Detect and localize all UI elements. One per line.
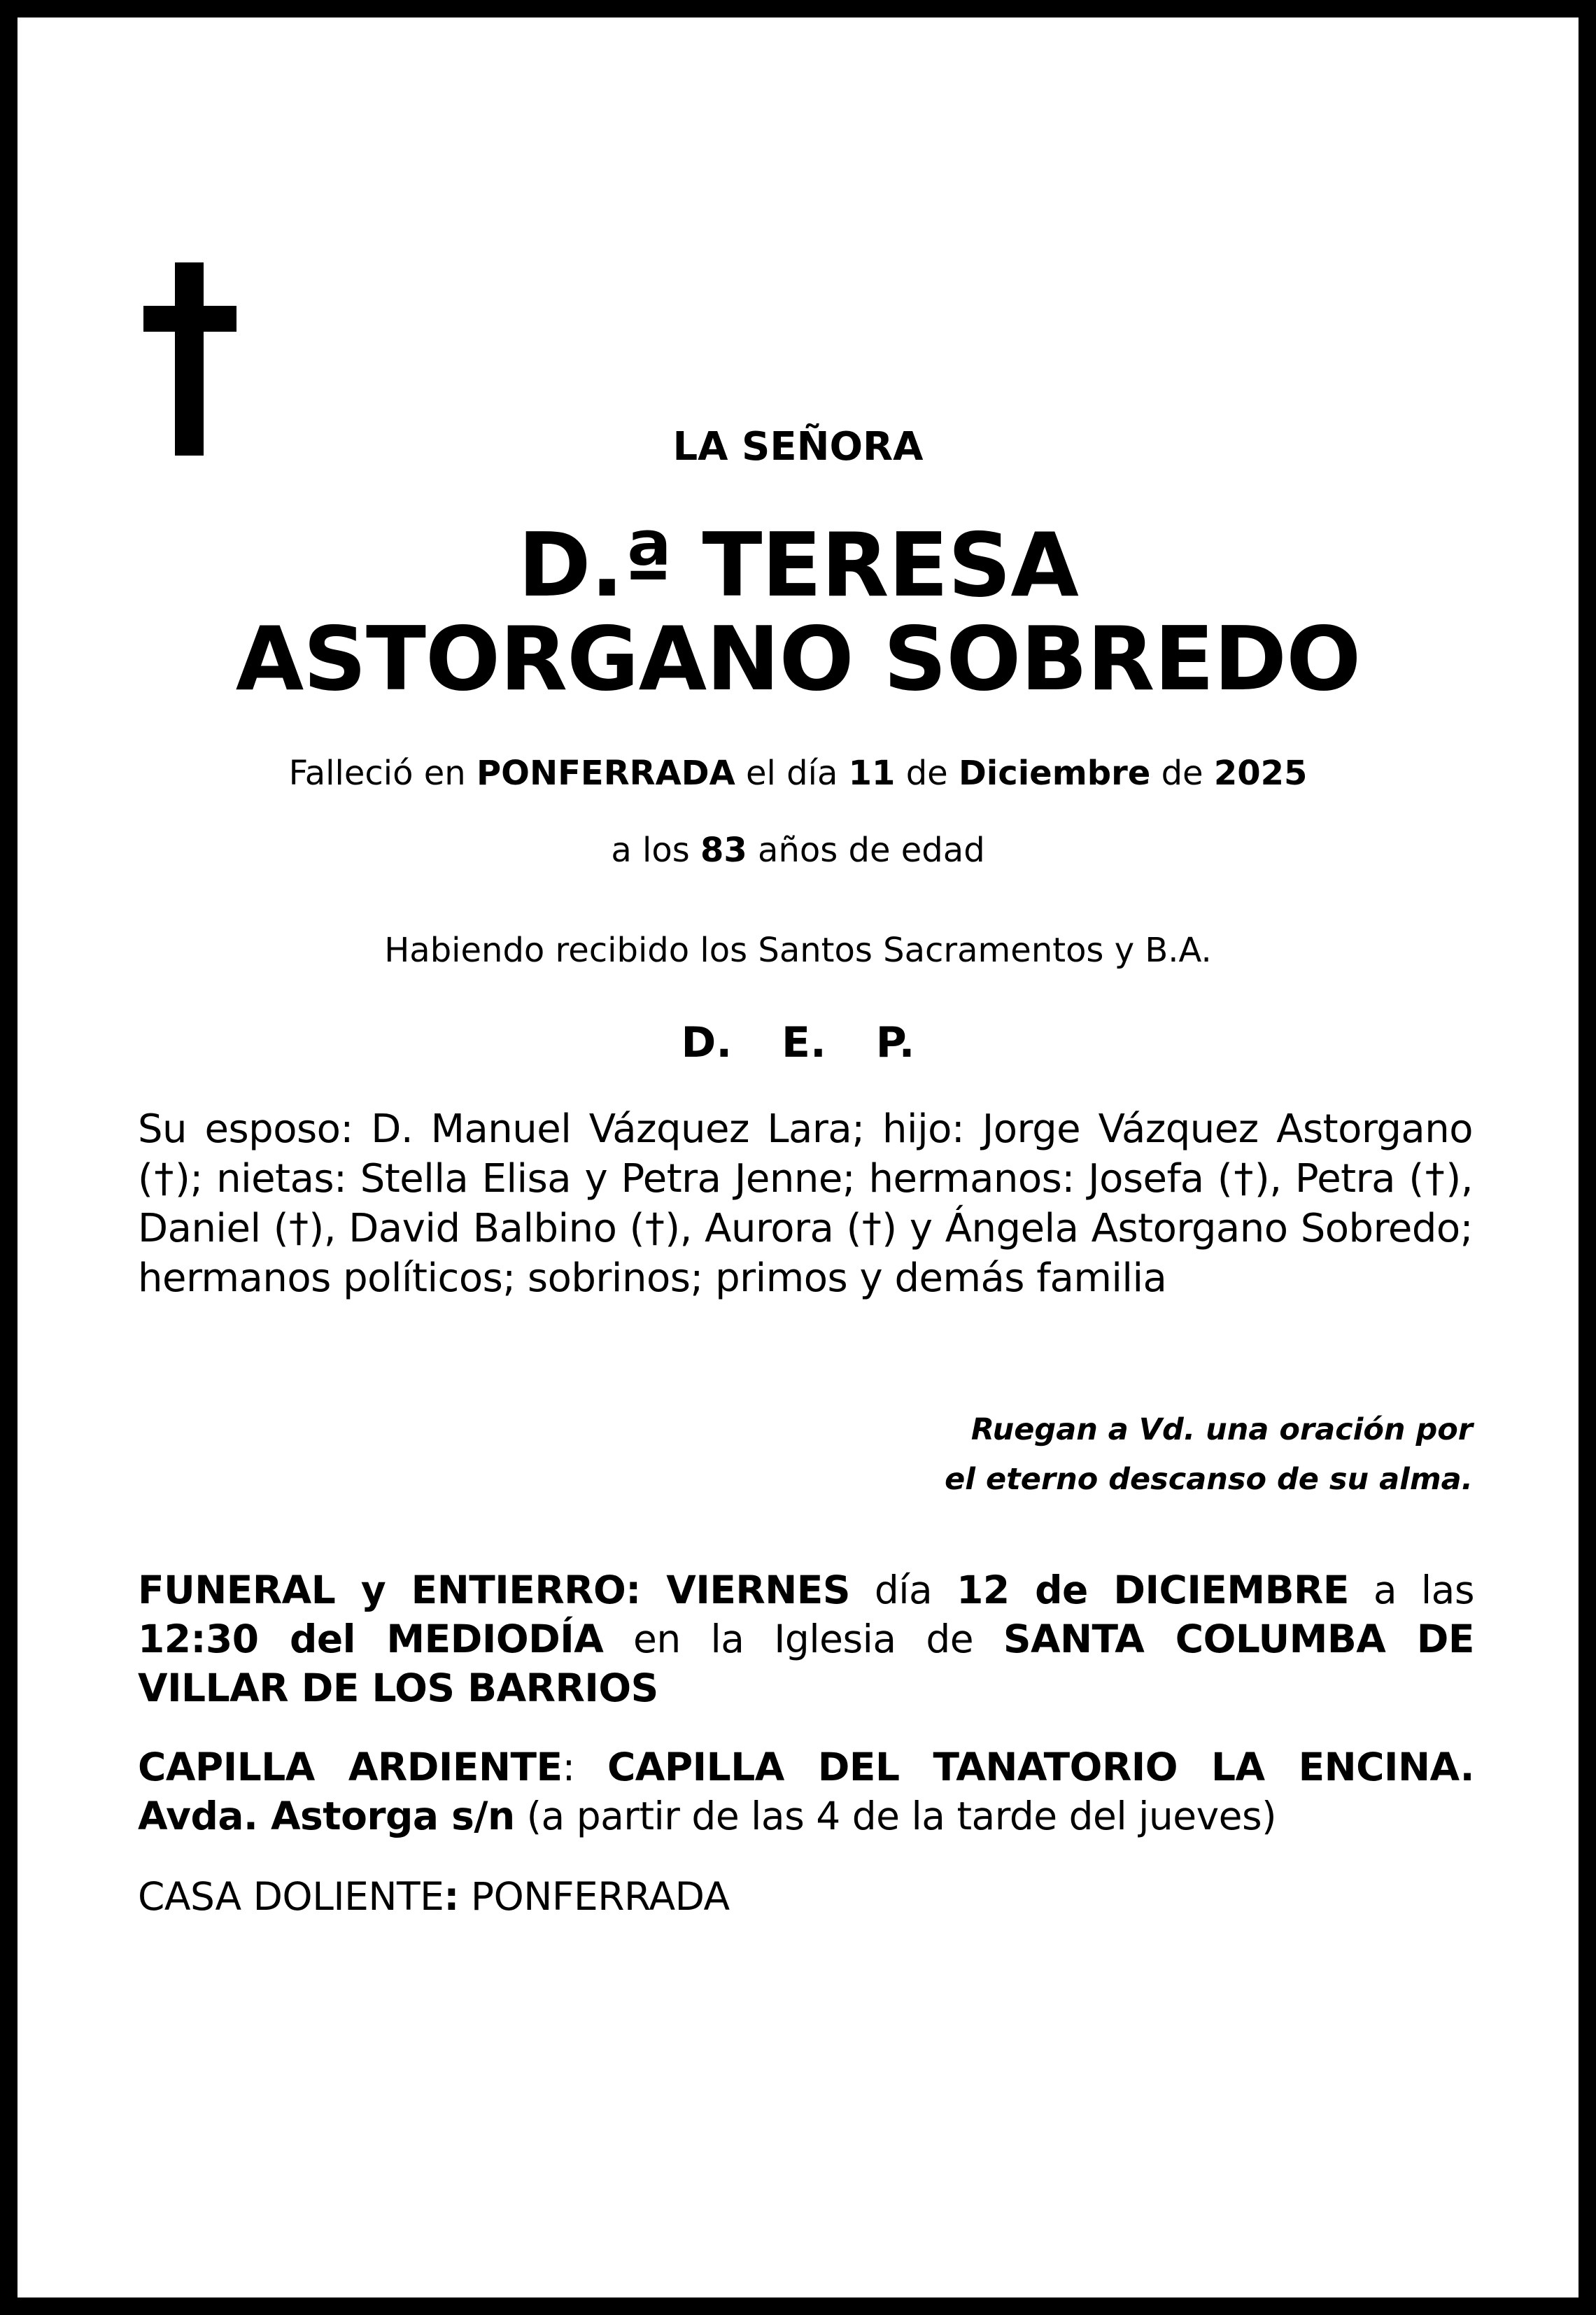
age-suffix: años de edad bbox=[758, 831, 985, 870]
casa-place: PONFERRADA bbox=[470, 1874, 730, 1919]
funeral-time-prefix: a las bbox=[1373, 1568, 1475, 1612]
funeral-label: FUNERAL y ENTIERRO: VIERNES bbox=[138, 1568, 850, 1612]
family-paragraph: Su esposo: D. Manuel Vázquez Lara; hijo: Jorge Vázquez Astorgano (†); nietas: Stella Elisa y Petra Jenne; hermanos: Josefa (†), Petra (†), Daniel (†), David Balbino (†), Aurora (†) y Ángela Astorgano Sobredo; hermanos políticos; sobrinos; primos y demás familia bbox=[138, 1106, 1473, 1301]
age-value: 83 bbox=[700, 831, 747, 870]
death-month: Diciembre bbox=[958, 754, 1151, 793]
death-place: PONFERRADA bbox=[476, 754, 735, 793]
cross-horizontal-bar bbox=[143, 306, 236, 332]
funeral-time: 12:30 del MEDIODÍA bbox=[138, 1617, 604, 1661]
year-prefix: de bbox=[1161, 754, 1203, 793]
casa-doliente-info bbox=[138, 1872, 1474, 1921]
capilla-ardiente-info bbox=[138, 1743, 1474, 1841]
capilla-note: (a partir de las 4 de la tarde del jueves) bbox=[526, 1794, 1277, 1838]
death-day: 11 bbox=[848, 754, 896, 793]
funeral-date: 12 de DICIEMBRE bbox=[956, 1568, 1349, 1612]
day-prefix: el día bbox=[746, 754, 838, 793]
dep-line bbox=[0, 1018, 1596, 1067]
casa-separator: : bbox=[444, 1874, 459, 1919]
funeral-location-prefix: en la Iglesia de bbox=[633, 1617, 974, 1661]
sacraments-line: Habiendo recibido los Santos Sacramentos y B.A. bbox=[384, 931, 1212, 970]
deceased-name-line-1: D.ª TERESA bbox=[518, 514, 1078, 617]
age-prefix: a los bbox=[611, 831, 690, 870]
casa-label: CASA DOLIENTE bbox=[138, 1874, 444, 1919]
funeral-day-prefix: día bbox=[874, 1568, 933, 1612]
month-prefix: de bbox=[905, 754, 948, 793]
death-place-date bbox=[0, 752, 1596, 794]
death-year: 2025 bbox=[1213, 754, 1308, 793]
capilla-label: CAPILLA ARDIENTE bbox=[138, 1745, 563, 1789]
prayer-line-1: Ruegan a Vd. una oración por bbox=[970, 1412, 1473, 1447]
capilla-separator: : bbox=[562, 1745, 575, 1789]
dep-e: E. bbox=[782, 1018, 826, 1067]
prayer-line-2: el eterno descanso de su alma. bbox=[945, 1462, 1473, 1497]
prayer-request bbox=[945, 1405, 1473, 1505]
deceased-name-line-2: ASTORGANO SOBREDO bbox=[235, 607, 1361, 710]
capilla-place: CAPILLA DEL TANATORIO LA ENCINA. Avda. Astorga s/n bbox=[138, 1745, 1475, 1838]
dep-d: D. bbox=[681, 1018, 733, 1067]
died-prefix: Falleció en bbox=[288, 754, 466, 793]
dep-p: P. bbox=[875, 1018, 915, 1067]
funeral-location: SANTA COLUMBA DE VILLAR DE LOS BARRIOS bbox=[138, 1617, 1474, 1710]
honorific-title: LA SEÑORA bbox=[672, 424, 924, 470]
age-line bbox=[0, 829, 1596, 871]
funeral-info bbox=[138, 1565, 1474, 1712]
